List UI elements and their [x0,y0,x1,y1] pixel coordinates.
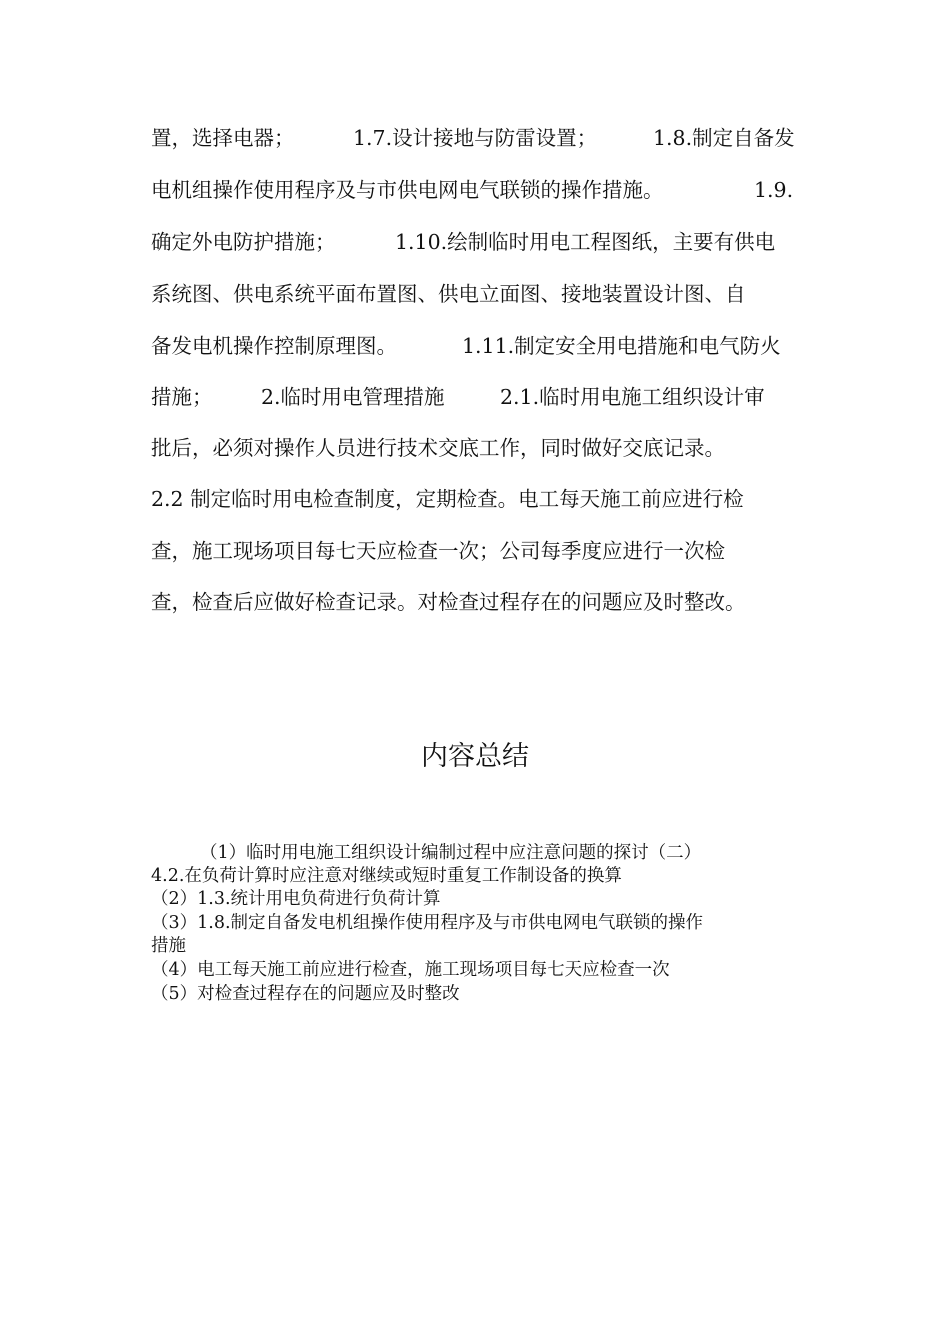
body-text: 确定外电防护措施； [151,230,336,254]
body-text: 1.9. [754,178,794,202]
body-text: 2.临时用电管理措施 [261,385,445,409]
summary-line-6: （4）电工每天施工前应进行检查，施工现场项目每七天应检查一次 [151,960,670,980]
body-line-10 [151,589,811,615]
body-line-9 [151,538,811,564]
body-line-7 [151,435,811,461]
body-line-6 [151,384,811,410]
body-text: 2.2 制定临时用电检查制度，定期检查。电工每天施工前应进行检 [151,487,744,511]
body-line-4 [151,281,811,307]
summary-line-2: 4.2.在负荷计算时应注意对继续或短时重复工作制设备的换算 [151,866,622,886]
body-line-1 [151,125,811,151]
summary-line-4: （3）1.8.制定自备发电机组操作使用程序及与市供电网电气联锁的操作 [151,913,704,933]
summary-line-3: （2）1.3.统计用电负荷进行负荷计算 [151,889,441,909]
body-text: 措施； [151,385,213,409]
body-text: 批后，必须对操作人员进行技术交底工作，同时做好交底记录。 [151,436,725,460]
body-line-2 [151,177,811,203]
summary-line-7: （5）对检查过程存在的问题应及时整改 [151,984,460,1004]
body-text: 查，施工现场项目每七天应检查一次；公司每季度应进行一次检 [151,539,725,563]
body-text: 1.10.绘制临时用电工程图纸，主要有供电 [395,230,776,254]
body-text: 置，选择电器； [151,126,295,150]
summary-line-1: （1）临时用电施工组织设计编制过程中应注意问题的探讨（二） [200,843,702,863]
body-text: 1.11.制定安全用电措施和电气防火 [462,334,781,358]
body-line-3 [151,229,811,255]
body-text: 1.7.设计接地与防雷设置； [353,126,598,150]
body-text: 备发电机操作控制原理图。 [151,334,397,358]
body-text: 1.8.制定自备发 [653,126,795,150]
summary-title: 内容总结 [421,741,529,772]
body-line-8 [151,486,811,512]
body-text: 电机组操作使用程序及与市供电网电气联锁的操作措施。 [151,178,664,202]
body-line-5 [151,333,811,359]
body-text: 2.1.临时用电施工组织设计审 [500,385,765,409]
body-text: 查，检查后应做好检查记录。对检查过程存在的问题应及时整改。 [151,590,746,614]
body-text: 系统图、供电系统平面布置图、供电立面图、接地装置设计图、自 [151,282,746,306]
summary-line-5: 措施 [151,936,186,956]
